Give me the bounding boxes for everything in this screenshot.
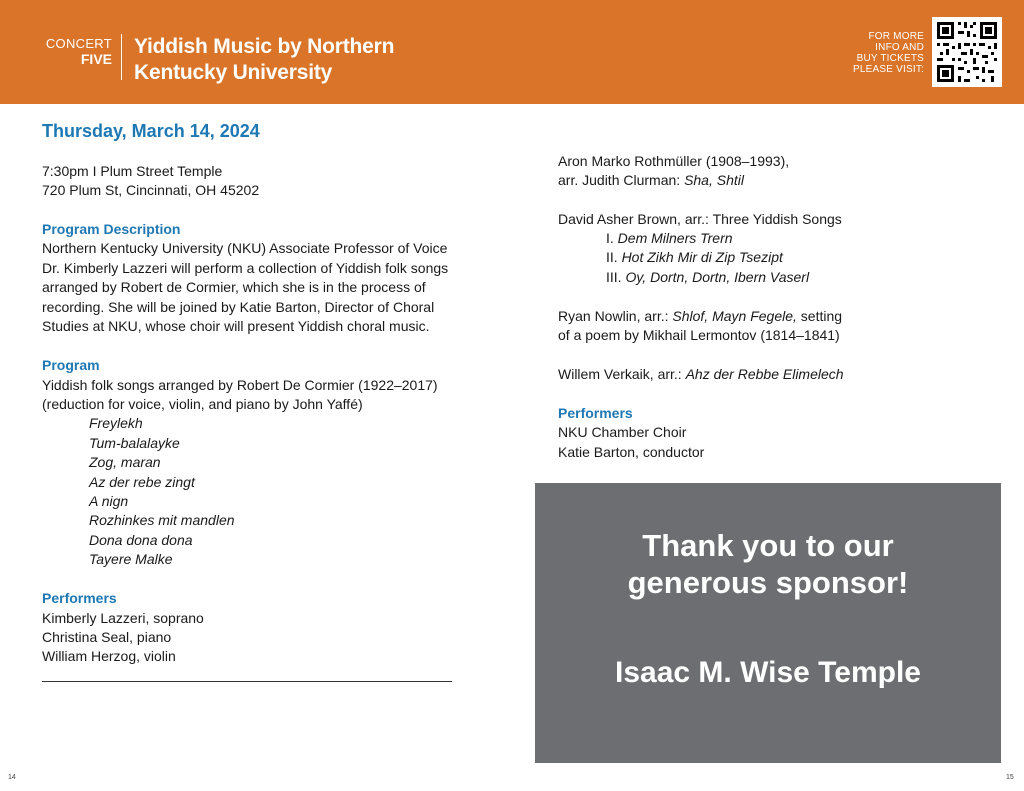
description-line: Dr. Kimberly Lazzeri will perform a collection of Yiddish folk songs: [42, 260, 449, 276]
description-line: Northern Kentucky University (NKU) Associate Professor of Voice: [42, 240, 448, 256]
page-title: [134, 34, 394, 86]
description-line: Studies at NKU, whose choir will present Yiddish choral music.: [42, 318, 430, 334]
event-date: Thursday, March 14, 2024: [42, 121, 260, 141]
program-intro: Yiddish folk songs arranged by Robert De Cormier (1922–2017): [42, 377, 438, 393]
nowlin-credit: [558, 307, 842, 327]
sponsor-thanks: [535, 527, 1001, 601]
performer: Katie Barton, conductor: [558, 444, 705, 460]
performer: William Herzog, violin: [42, 648, 176, 664]
performers-heading: Performers: [42, 590, 117, 606]
performer: Kimberly Lazzeri, soprano: [42, 610, 204, 626]
song-title: Sha, Shtil: [684, 172, 744, 188]
concert-word: CONCERT: [45, 36, 112, 51]
arrangement-prefix: Ryan Nowlin, arr.:: [558, 308, 673, 324]
qr-caption-line: BUY TICKETS: [856, 53, 924, 64]
qr-caption-line: INFO AND: [875, 42, 924, 53]
song-title: Tum-balalayke: [89, 435, 180, 451]
song-title: A nign: [89, 493, 129, 509]
description-line: recording. She will be joined by Katie Barton, Director of Choral: [42, 299, 435, 315]
performer: Christina Seal, piano: [42, 629, 172, 645]
concert-label: [42, 36, 112, 67]
song-title: Az der rebe zingt: [89, 474, 195, 490]
program-heading: Program: [42, 357, 100, 373]
nowlin-note: of a poem by Mikhail Lermontov (1814–1841): [558, 327, 840, 343]
performer: NKU Chamber Choir: [558, 424, 687, 440]
arrangement-prefix: Willem Verkaik, arr.:: [558, 366, 686, 382]
title-line-2: Kentucky University: [134, 61, 333, 84]
song-title: Ahz der Rebbe Elimelech: [685, 366, 844, 382]
brown-credit: David Asher Brown, arr.: Three Yiddish Songs: [558, 211, 842, 227]
brown-song: [606, 268, 809, 288]
song-title: Oy, Dortn, Dortn, Ibern Vaserl: [625, 269, 810, 285]
qr-caption-line: PLEASE VISIT:: [853, 64, 924, 75]
page-number-right: 15: [1006, 774, 1014, 781]
song-title: Zog, maran: [89, 454, 161, 470]
event-time-venue: 7:30pm I Plum Street Temple: [42, 163, 223, 179]
qr-caption-line: FOR MORE: [868, 31, 924, 42]
description-line: arranged by Robert de Cormier, which she is in the process of: [42, 279, 426, 295]
song-number: I.: [606, 230, 618, 246]
verkaik-credit: [558, 365, 844, 385]
description-heading: Program Description: [42, 221, 181, 237]
program-intro: (reduction for voice, violin, and piano by John Yaffé): [42, 396, 363, 412]
song-title: Shlof, Mayn Fegele,: [672, 308, 797, 324]
song-title: Dona dona dona: [89, 532, 193, 548]
sponsor-thanks-line: generous sponsor!: [627, 565, 909, 600]
sponsor-thanks-line: Thank you to our: [642, 528, 894, 563]
rothmuller-arrangement: [558, 171, 744, 191]
divider-line: [42, 681, 452, 682]
page-number-left: 14: [8, 774, 16, 781]
header-banner: [0, 0, 1024, 104]
song-title: Tayere Malke: [89, 551, 173, 567]
rothmuller-credit: Aron Marko Rothmüller (1908–1993),: [558, 153, 790, 169]
qr-code-icon[interactable]: [932, 17, 1002, 87]
song-title: Freylekh: [89, 415, 143, 431]
song-number: III.: [606, 269, 626, 285]
song-title: Rozhinkes mit mandlen: [89, 512, 235, 528]
arrangement-prefix: arr. Judith Clurman:: [558, 172, 685, 188]
song-title: Hot Zikh Mir di Zip Tsezipt: [621, 249, 783, 265]
sponsor-name: Isaac M. Wise Temple: [615, 656, 921, 689]
song-title: Dem Milners Trern: [617, 230, 733, 246]
song-number: II.: [606, 249, 622, 265]
event-address: 720 Plum St, Cincinnati, OH 45202: [42, 182, 260, 198]
choir-performers-heading: Performers: [558, 405, 633, 421]
header-divider: [121, 34, 122, 80]
brown-song: [606, 229, 733, 249]
title-line-1: Yiddish Music by Northern: [134, 35, 395, 58]
concert-number: FIVE: [80, 51, 112, 67]
qr-caption: [814, 31, 924, 75]
arrangement-suffix: setting: [796, 308, 843, 324]
sponsor-box: [535, 483, 1001, 763]
brown-song: [606, 248, 783, 268]
